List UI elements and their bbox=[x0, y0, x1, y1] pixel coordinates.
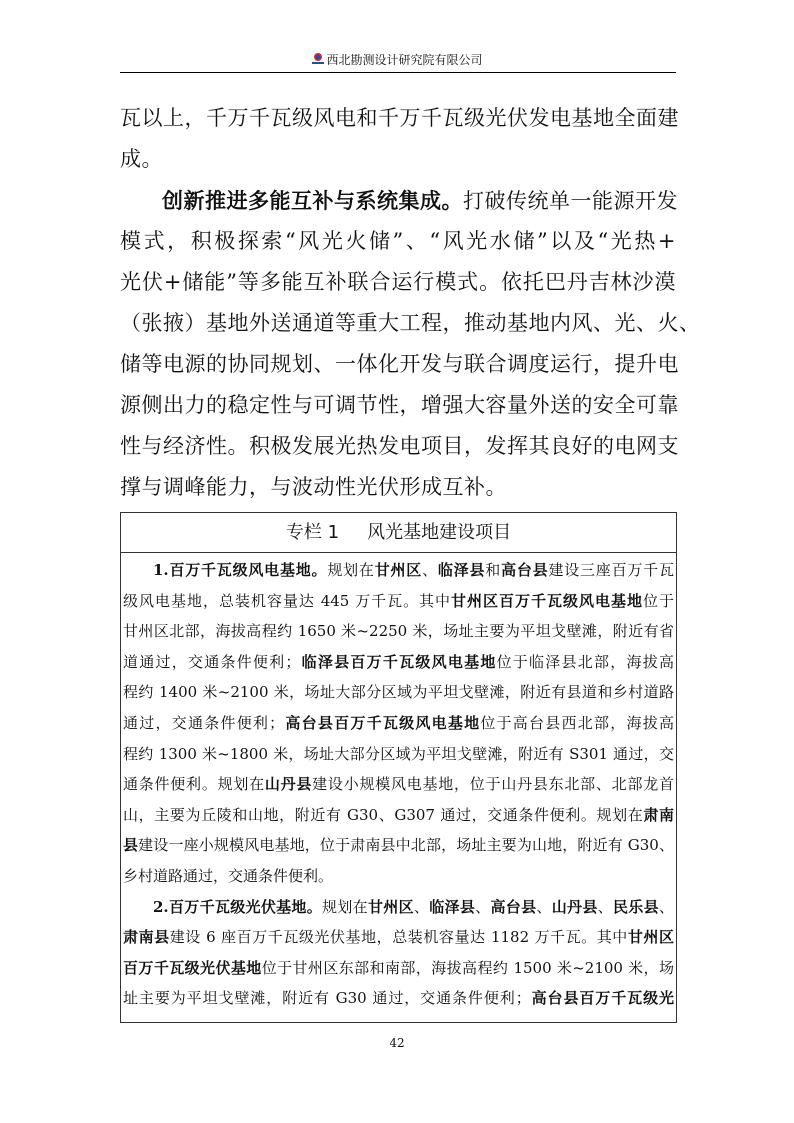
text-run: 撑与调峰能力，与波动性光伏形成互补。 bbox=[120, 475, 507, 499]
header-organization: 西北勘测设计研究院有限公司 bbox=[326, 53, 483, 67]
text-run: 瓦以上，千万千瓦级风电和千万千瓦级光伏发电基地全面建 bbox=[120, 106, 679, 130]
bold-text: 临泽县 bbox=[429, 897, 476, 916]
bold-text: 甘州区 bbox=[627, 928, 674, 947]
company-logo-icon bbox=[311, 52, 325, 66]
page-header bbox=[0, 52, 794, 68]
text-run: 储等电源的协同规划、一体化开发与联合调度运行，提升电 bbox=[120, 352, 679, 376]
bold-text: 肃南县 bbox=[123, 928, 170, 947]
text-run: 程约 1300 米~1800 米，场址大部分区域为平坦戈壁滩，附近有 S301 通过，交 bbox=[123, 744, 674, 763]
text-run: 甘州区北部，海拔高程约 1650 米~2250 米，场址主要为平坦戈壁滩，附近有省 bbox=[123, 622, 674, 641]
text-run: 道通过，交通条件便利； bbox=[123, 652, 301, 671]
text-line bbox=[120, 385, 679, 426]
text-run: 、 bbox=[536, 897, 552, 916]
text-line bbox=[123, 983, 674, 1014]
column-box-body bbox=[121, 553, 676, 1014]
text-run: 级风电基地，总装机容量达 445 万千瓦。其中 bbox=[123, 591, 452, 610]
text-run: 建设 6 座百万千瓦级光伏基地，总装机容量达 1182 万千瓦。其中 bbox=[169, 928, 628, 947]
bold-text: 2.百万千瓦级光伏基地。 bbox=[153, 897, 323, 916]
bold-text: 甘州区 bbox=[374, 561, 423, 579]
text-run: 性与经济性。积极发展光热发电项目，发挥其良好的电网支 bbox=[120, 434, 679, 458]
text-line bbox=[120, 303, 701, 344]
header-divider bbox=[120, 72, 676, 73]
bold-text: 百万千瓦级光伏基地 bbox=[123, 958, 262, 977]
text-run: 乡村道路通过，交通条件便利。 bbox=[123, 866, 334, 885]
text-line bbox=[123, 769, 674, 800]
text-run: 光伏+储能”等多能互补联合运行模式。依托巴丹吉林沙漠 bbox=[120, 270, 676, 294]
text-run: 位于临泽县北部，海拔高 bbox=[496, 652, 674, 671]
text-line bbox=[120, 221, 676, 262]
text-run: 址主要为平坦戈壁滩，附近有 G30 通过，交通条件便利； bbox=[123, 989, 531, 1008]
text-line bbox=[123, 892, 674, 923]
text-run: 、 bbox=[658, 897, 674, 916]
text-run: 位于甘州区东部和南部，海拔高程约 1500 米~2100 米，场 bbox=[261, 958, 674, 977]
bold-text: 临泽县 bbox=[437, 561, 486, 579]
text-run: 位于 bbox=[642, 591, 674, 610]
text-run: 、 bbox=[475, 897, 491, 916]
text-line bbox=[123, 677, 674, 708]
text-run: （张掖）基地外送通道等重大工程，推动基地内风、光、火、 bbox=[120, 311, 701, 335]
text-run: 位于高台县西北部，海拔高 bbox=[480, 713, 674, 732]
text-line bbox=[123, 953, 674, 984]
text-line bbox=[123, 830, 674, 861]
text-run: 和 bbox=[485, 561, 502, 579]
text-line bbox=[123, 739, 674, 770]
bold-text: 甘州区百万千瓦级风电基地 bbox=[451, 591, 643, 610]
bold-text: 高台县百万千瓦级光 bbox=[530, 989, 674, 1008]
bold-text: 创新推进多能互补与系统集成。 bbox=[162, 188, 463, 213]
bold-text: 山丹县 bbox=[551, 897, 598, 916]
text-line bbox=[123, 647, 674, 678]
text-line bbox=[120, 139, 676, 180]
text-run: 山，主要为丘陵和山地，附近有 G30、G307 通过，交通条件便利。规划在 bbox=[123, 805, 644, 824]
bold-text: 1.百万千瓦级风电基地。 bbox=[153, 561, 328, 579]
text-run: 成。 bbox=[120, 147, 163, 171]
text-line bbox=[120, 262, 676, 303]
text-run: 程约 1400 米~2100 米，场址大部分区域为平坦戈壁滩，附近有县道和乡村道路 bbox=[123, 683, 674, 702]
text-run: 规划在 bbox=[327, 561, 375, 579]
text-line bbox=[120, 467, 676, 508]
text-line bbox=[123, 800, 674, 831]
body-text bbox=[120, 98, 701, 508]
bold-text: 高台县 bbox=[490, 897, 537, 916]
bold-text: 高台县 bbox=[501, 561, 549, 579]
text-run: 建设一座小规模风电基地，位于肃南县中北部，场址主要为山地，附近有 G30、 bbox=[138, 836, 674, 855]
bold-text: 甘州区 bbox=[367, 897, 414, 916]
text-line bbox=[120, 98, 679, 139]
text-run: 规划在 bbox=[322, 897, 368, 916]
text-run: 源侧出力的稳定性与可调节性，增强大容量外送的安全可靠 bbox=[120, 393, 679, 417]
text-run: 模式，积极探索“风光火储”、“风光水储”以及“光热+ bbox=[120, 229, 676, 253]
bold-text: 民乐县 bbox=[612, 897, 659, 916]
text-line bbox=[123, 555, 674, 586]
text-run: 建设三座百万千瓦 bbox=[548, 561, 674, 579]
text-run: 打破传统单一能源开发 bbox=[463, 189, 678, 213]
column-title: 风光基地建设项目 bbox=[367, 522, 512, 543]
text-run: 、 bbox=[597, 897, 613, 916]
text-line bbox=[123, 586, 674, 617]
text-line bbox=[123, 861, 674, 892]
text-run: 通条件便利。规划在 bbox=[123, 775, 265, 794]
text-run: 通过，交通条件便利； bbox=[123, 713, 285, 732]
text-line bbox=[123, 616, 674, 647]
bold-text: 高台县百万千瓦级风电基地 bbox=[284, 713, 481, 732]
text-run: 建设小规模风电基地，位于山丹县东北部、北部龙首 bbox=[312, 775, 674, 794]
column-box bbox=[120, 512, 677, 1023]
text-line bbox=[123, 708, 674, 739]
column-label: 专栏 1 bbox=[285, 522, 340, 543]
text-line bbox=[120, 344, 679, 385]
text-line bbox=[120, 180, 676, 221]
text-line bbox=[123, 922, 674, 953]
text-run: 、 bbox=[422, 561, 438, 579]
bold-text: 临泽县百万千瓦级风电基地 bbox=[300, 652, 497, 671]
bold-text: 肃南 bbox=[643, 805, 674, 824]
text-run: 、 bbox=[413, 897, 430, 916]
bold-text: 县 bbox=[123, 836, 139, 855]
column-box-title bbox=[121, 513, 676, 553]
bold-text: 山丹县 bbox=[264, 775, 313, 794]
page-number: 42 bbox=[389, 1036, 405, 1050]
text-line bbox=[120, 426, 679, 467]
